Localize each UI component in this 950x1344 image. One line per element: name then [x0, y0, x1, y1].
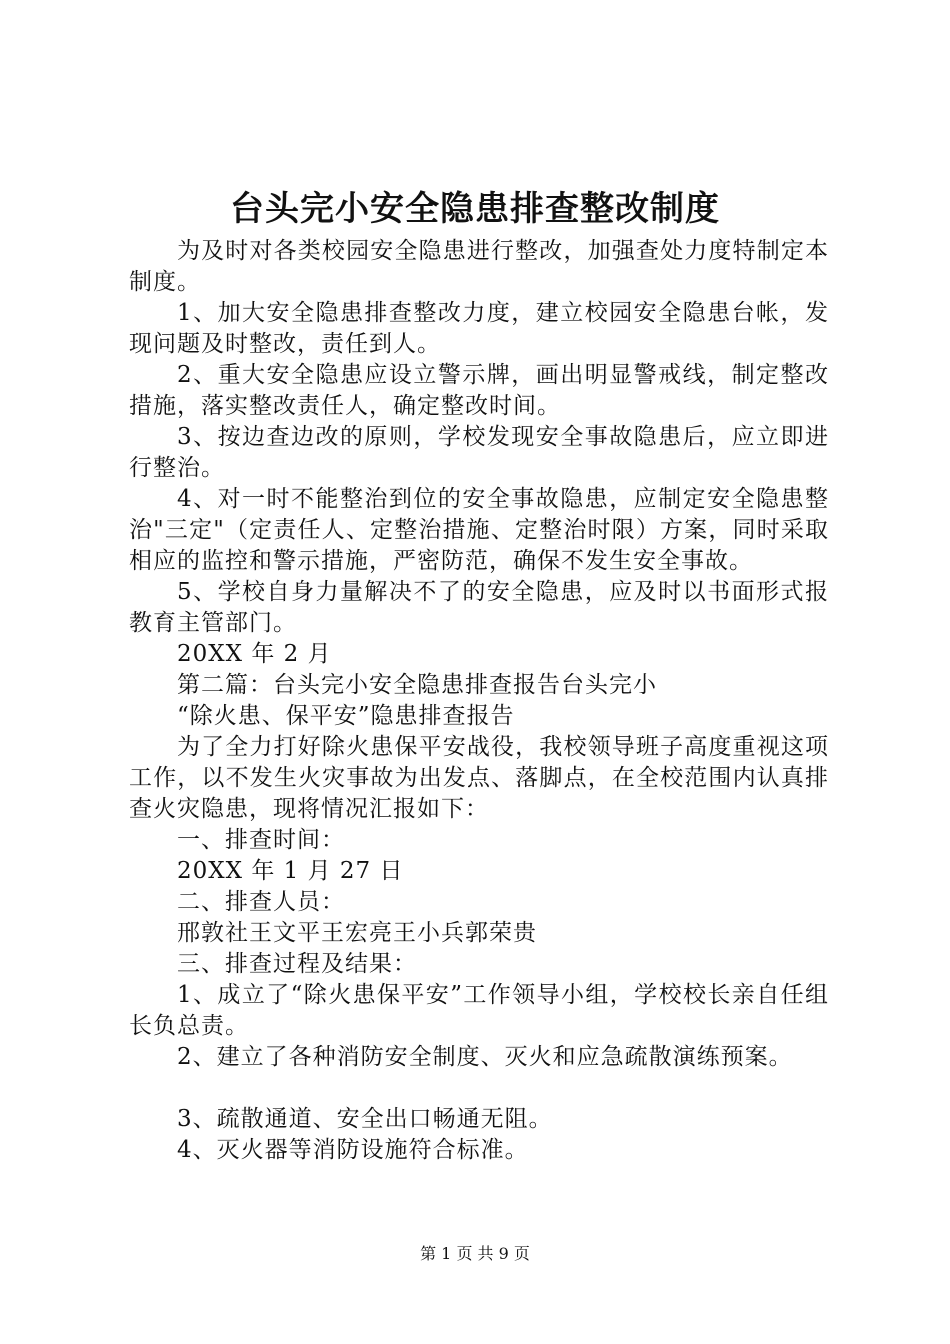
- report-item-2: 2、建立了各种消防安全制度、灭火和应急疏散演练预案。: [177, 1044, 793, 1070]
- report-heading-time: 一、排查时间：: [177, 827, 345, 853]
- report-item-4: 4、灭火器等消防设施符合标准。: [177, 1137, 529, 1163]
- report-intro-paragraph: 为了全力打好除火患保平安战役，我校领导班子高度重视这项工作，以不发生火灾事故为出发点、落脚点，在全校范围内认真排查火灾隐患，现将情况汇报如下：: [129, 734, 829, 822]
- rule-item-3: 3、按边查边改的原则，学校发现安全事故隐患后，应立即进行整治。: [129, 424, 829, 481]
- rule-item-1: 1、加大安全隐患排查整改力度，建立校园安全隐患台帐，发现问题及时整改，责任到人。: [129, 300, 829, 357]
- section-heading: 第二篇：台头完小安全隐患排查报告台头完小: [177, 672, 657, 698]
- document-title: 台头完小安全隐患排查整改制度: [230, 189, 720, 229]
- report-heading-staff: 二、排查人员：: [177, 889, 345, 915]
- report-staff-names: 邢敦社王文平王宏亮王小兵郭荣贵: [177, 920, 537, 946]
- rule-item-5: 5、学校自身力量解决不了的安全隐患，应及时以书面形式报教育主管部门。: [129, 579, 829, 636]
- report-item-3: 3、疏散通道、安全出口畅通无阻。: [177, 1106, 553, 1132]
- report-title: “除火患、保平安”隐患排查报告: [177, 703, 515, 729]
- page-footer: 第 1 页 共 9 页: [420, 1244, 530, 1263]
- report-item-1: 1、成立了“除火患保平安”工作领导小组，学校校长亲自任组长负总责。: [129, 982, 829, 1039]
- document-date: 20XX 年 2 月: [177, 641, 332, 667]
- document-body: [129, 236, 829, 1166]
- rule-item-2: 2、重大安全隐患应设立警示牌，画出明显警戒线，制定整改措施，落实整改责任人，确定整改时间。: [129, 362, 829, 419]
- rule-item-4: 4、对一时不能整治到位的安全事故隐患，应制定安全隐患整治"三定"（定责任人、定整治措施、定整治时限）方案，同时采取相应的监控和警示措施，严密防范，确保不发生安全事故。: [129, 486, 829, 574]
- intro-paragraph: 为及时对各类校园安全隐患进行整改，加强查处力度特制定本制度。: [129, 238, 829, 295]
- blank-line: [129, 1073, 829, 1104]
- report-time-value: 20XX 年 1 月 27 日: [177, 858, 404, 884]
- report-heading-process: 三、排查过程及结果：: [177, 951, 417, 977]
